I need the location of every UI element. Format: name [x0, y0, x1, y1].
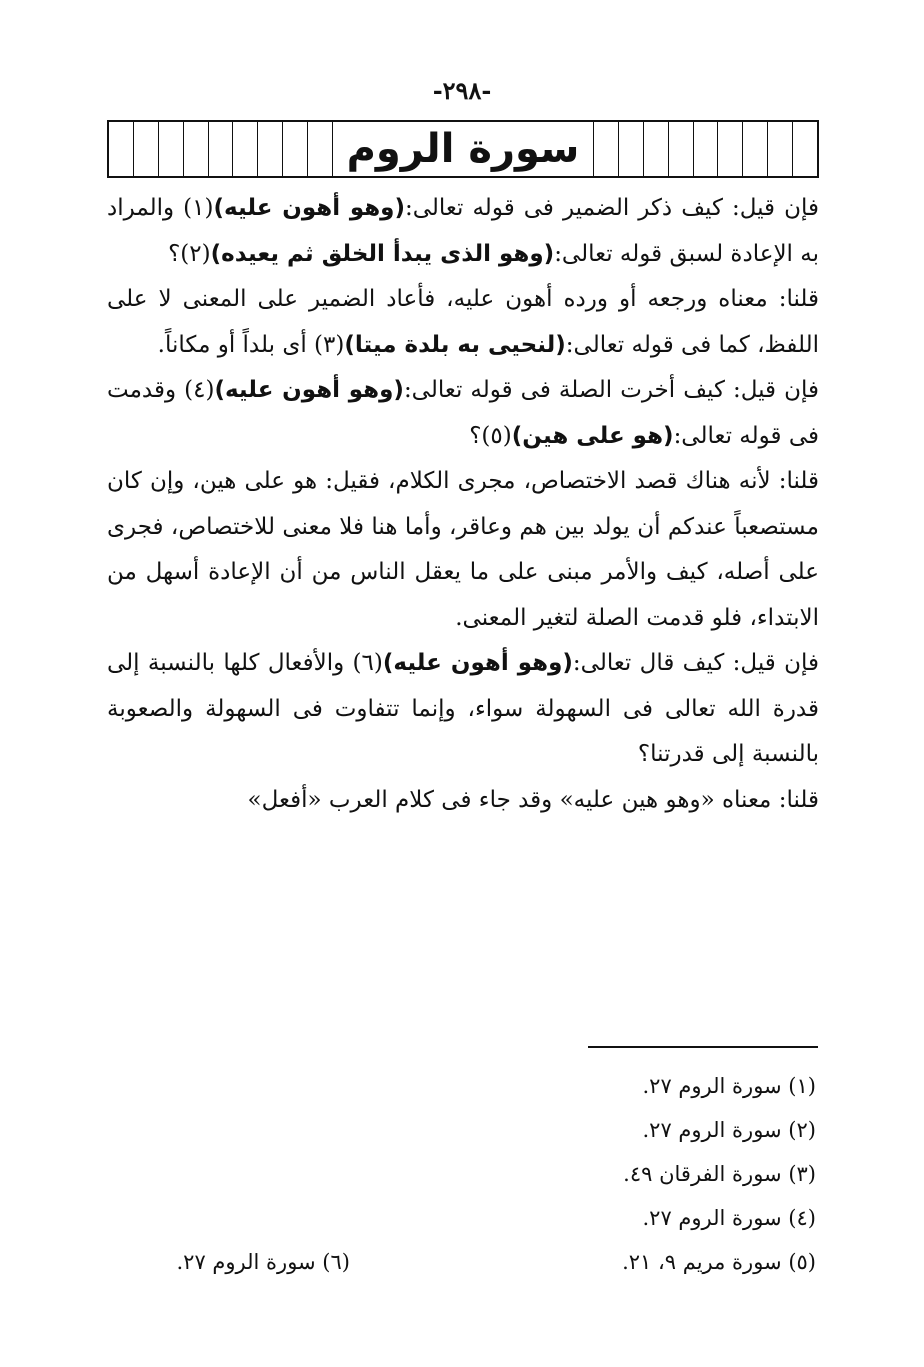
quran-quote: (لنحيى به بلدة ميتا): [344, 331, 566, 358]
title-banner: [107, 120, 819, 178]
paragraph-answer-2: قلنا: لأنه هناك قصد الاختصاص، مجرى الكلام، فقيل: هو على هين، وإن كان مستصعباً عندكم أن يولد بين هم وعاقر، وأما هنا فلا معنى للاختصاص، فجرى على أصله، كيف والأمر مبنى على ما يعقل الناس من أن الإعادة أسهل من الابتداء، فلو قدمت الصلة لتغير المعنى.: [107, 468, 819, 631]
paragraph-question-3: فإن قيل: كيف قال تعالى:(وهو أهون عليه)(٦) والأفعال كلها بالنسبة إلى قدرة الله تعالى فى السهولة سواء، وإنما تتفاوت فى السهولة والصعوبة بالنسبة إلى قدرتنا؟: [107, 650, 819, 767]
banner-ornament-right: [593, 122, 817, 176]
quran-quote: (وهو أهون عليه): [382, 650, 573, 676]
quran-quote: (وهو أهون عليه): [214, 377, 404, 403]
paragraph-question-2: فإن قيل: كيف أخرت الصلة فى قوله تعالى:(وهو أهون عليه)(٤) وقدمت فى قوله تعالى:(هو على هين)(٥)؟: [107, 377, 819, 449]
footnote: (٣) سورة الفرقان ٤٩.: [623, 1162, 816, 1186]
footnote-divider: [588, 1046, 818, 1048]
paragraph-answer-1: قلنا: معناه ورجعه أو ورده أهون عليه، فأعاد الضمير على المعنى لا على اللفظ، كما فى قوله تعالى:(لنحيى به بلدة ميتا)(٣) أى بلداً أو مكاناً.: [107, 286, 819, 358]
page-number: -٢٩٨-: [432, 76, 492, 105]
footnotes-column-left: [100, 1240, 350, 1284]
footnotes-column-right: [520, 1064, 816, 1284]
footnote: (٢) سورة الروم ٢٧.: [642, 1118, 816, 1142]
quran-quote: (وهو الذى يبدأ الخلق ثم يعيده): [210, 240, 555, 267]
footnote: (٦) سورة الروم ٢٧.: [176, 1250, 350, 1274]
footnote: (٤) سورة الروم ٢٧.: [642, 1206, 816, 1230]
paragraph-answer-3: قلنا: معناه «وهو هين عليه» وقد جاء فى كلام العرب «أفعل»: [247, 786, 819, 813]
surah-title: سورة الروم: [346, 126, 580, 172]
quran-quote: (هو على هين): [511, 422, 674, 449]
banner-ornament-left: [109, 122, 333, 176]
body-text: [107, 186, 819, 823]
footnote: (٥) سورة مريم ٩، ٢١.: [622, 1250, 816, 1274]
paragraph-question-1: فإن قيل: كيف ذكر الضمير فى قوله تعالى:(وهو أهون عليه)(١) والمراد به الإعادة لسبق قوله تعالى:(وهو الذى يبدأ الخلق ثم يعيده)(٢)؟: [107, 195, 819, 267]
quran-quote: (وهو أهون عليه): [213, 195, 405, 221]
footnote: (١) سورة الروم ٢٧.: [642, 1074, 816, 1098]
